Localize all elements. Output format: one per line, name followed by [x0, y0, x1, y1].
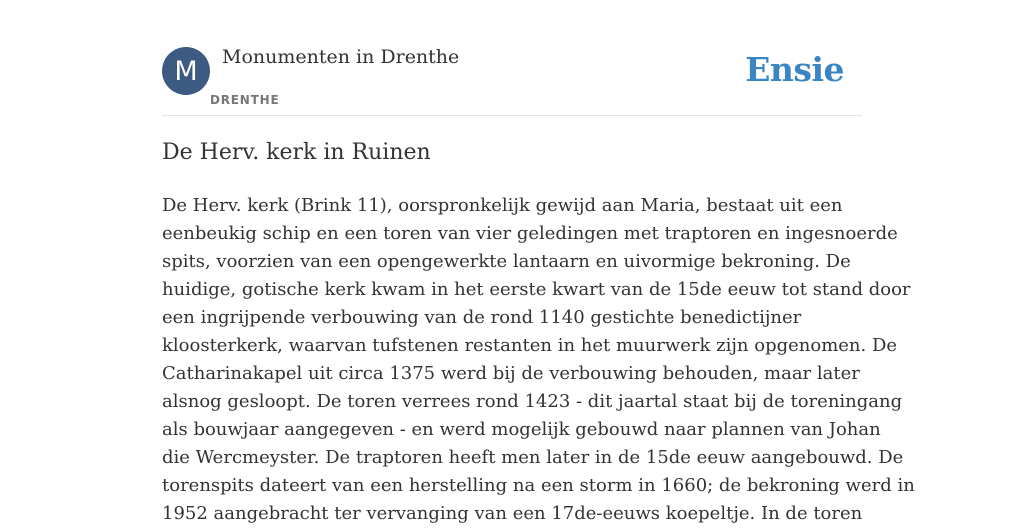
article-body-line: een ingrijpende verbouwing van de rond 1140 gestichte benedictijner: [162, 307, 802, 328]
article-body-line: 1952 aangebracht ter vervanging van een 17de-eeuws koepeltje. In de toren: [162, 503, 863, 524]
ensie-logo[interactable]: Ensie: [745, 50, 844, 89]
article-body-line: eenbeukig schip en een toren van vier geledingen met traptoren en ingesnoerde: [162, 223, 898, 244]
article-body-line: huidige, gotische kerk kwam in het eerste kwart van de 15de eeuw tot stand door: [162, 279, 911, 300]
article-body-line: die Wercmeyster. De traptoren heeft men later in de 15de eeuw aangebouwd. De: [162, 447, 904, 468]
article-body-line: spits, voorzien van een opengewerkte lantaarn en uivormige bekroning. De: [162, 251, 851, 272]
article-body-line: torenspits dateert van een herstelling na een storm in 1660; de bekroning werd in: [162, 475, 915, 496]
source-title-link[interactable]: Monumenten in Drenthe: [222, 46, 460, 68]
article-body: [162, 192, 915, 528]
avatar[interactable]: M: [162, 47, 210, 95]
article-title: De Herv. kerk in Ruinen: [162, 140, 431, 165]
header-divider: [162, 115, 862, 116]
article-body-line: alsnog gesloopt. De toren verrees rond 1423 - dit jaartal staat bij de toreningang: [162, 391, 903, 412]
article-body-line: De Herv. kerk (Brink 11), oorspronkelijk gewijd aan Maria, bestaat uit een: [162, 195, 843, 216]
category-label[interactable]: DRENTHE: [210, 93, 280, 107]
article-body-line: als bouwjaar aangegeven - en werd mogelijk gebouwd naar plannen van Johan: [162, 419, 881, 440]
article-body-line: Catharinakapel uit circa 1375 werd bij de verbouwing behouden, maar later: [162, 363, 860, 384]
article-body-line: kloosterkerk, waarvan tufstenen restanten in het muurwerk zijn opgenomen. De: [162, 335, 898, 356]
